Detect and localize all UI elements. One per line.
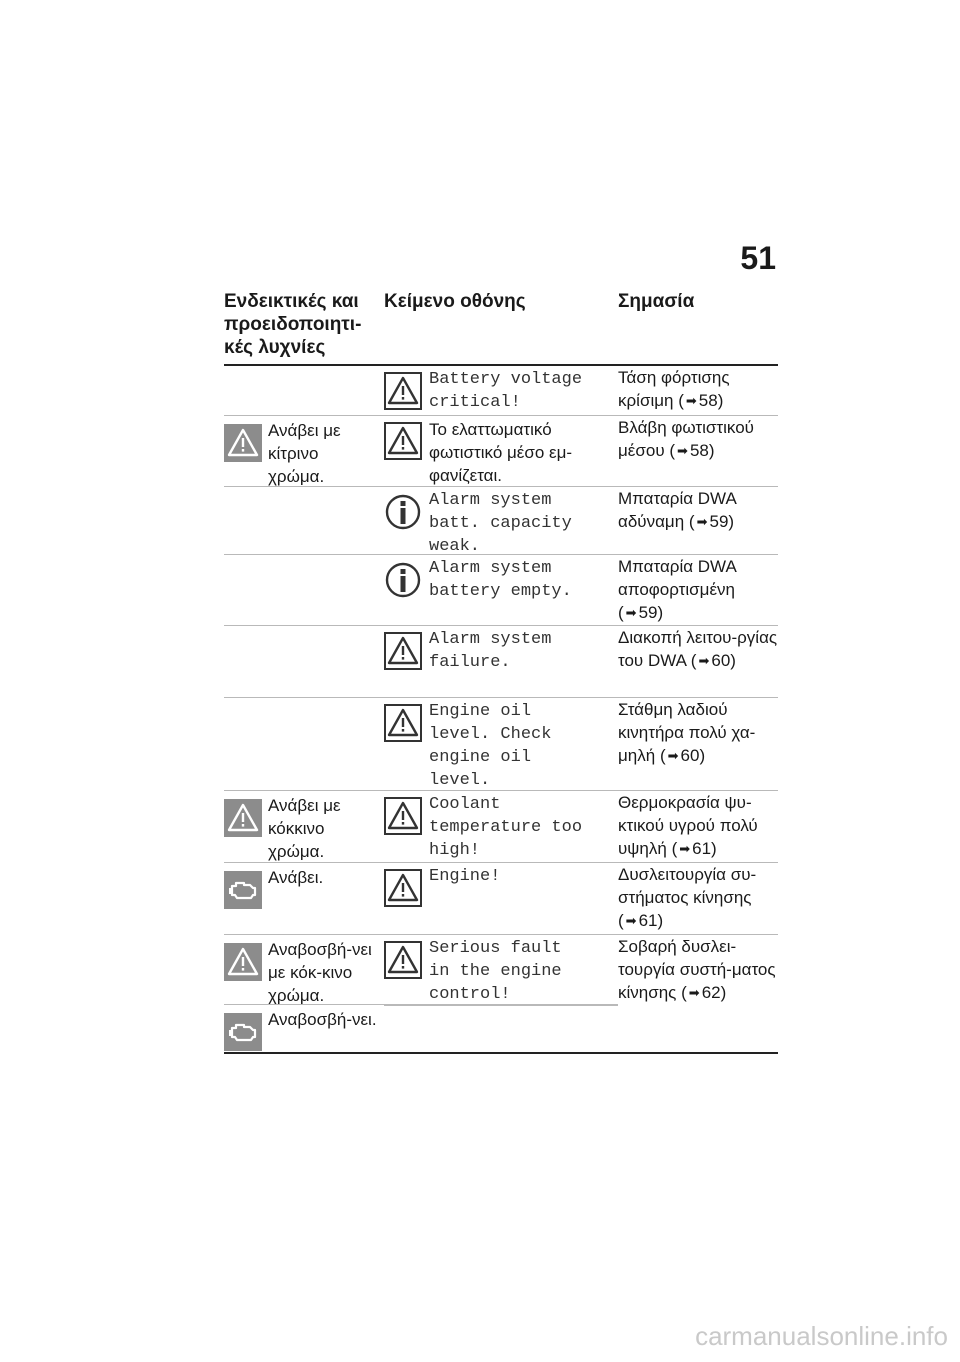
- indicator-text: Ανάβει.: [268, 868, 324, 887]
- display-text: Alarm system batt. capacity weak.: [429, 491, 572, 556]
- warning-triangle-icon: [224, 799, 262, 837]
- indicator-text: Ανάβει με κόκκινο χρώμα.: [268, 796, 341, 861]
- meaning-text: Τάση φόρτισης κρίσιμη: [618, 368, 730, 410]
- display-text: Το ελαττωματικό φωτιστικό μέσο εμ-φανίζεται.: [429, 420, 573, 485]
- display-text: Engine!: [429, 867, 501, 886]
- display-text: Engine oil level. Check engine oil level.: [429, 702, 552, 790]
- meaning-cell: [618, 366, 778, 412]
- meaning-cell: [618, 935, 778, 1004]
- meaning-cell: [618, 555, 778, 624]
- warning-triangle-icon: [224, 424, 262, 462]
- table-row: [224, 554, 778, 626]
- arrow-right-icon: ➡: [679, 841, 691, 856]
- page-reference[interactable]: ( ➡ 58): [669, 441, 715, 460]
- table-row: [224, 862, 778, 935]
- table-row: [224, 366, 778, 415]
- bottom-rule: [224, 1052, 778, 1054]
- warning-triangle-icon: [384, 372, 422, 410]
- page-reference-number: 58): [689, 441, 715, 460]
- arrow-right-icon: ➡: [698, 653, 710, 668]
- page-reference-number: 59): [638, 603, 664, 622]
- table-row: [224, 486, 778, 555]
- meaning-text: Στάθμη λαδιού κινητήρα πολύ χα-μηλή: [618, 700, 756, 765]
- meaning-text: Διακοπή λειτου-ργίας του DWA: [618, 628, 778, 670]
- meaning-text: Μπαταρία DWA αποφορτισμένη: [618, 557, 736, 599]
- warning-triangle-icon: [384, 797, 422, 835]
- info-icon: [384, 493, 422, 531]
- warning-triangle-icon: [384, 632, 422, 670]
- meaning-cell: [618, 863, 778, 932]
- arrow-right-icon: ➡: [625, 605, 637, 620]
- display-text: Alarm system failure.: [429, 630, 552, 672]
- meaning-text: Σοβαρή δυσλει-τουργία συστή-ματος κίνησης: [618, 937, 776, 1002]
- meaning-cell: [618, 626, 778, 672]
- page-reference[interactable]: ( ➡ 59): [688, 512, 735, 531]
- page-reference[interactable]: ( ➡ 60): [659, 746, 706, 765]
- warning-triangle-icon: [384, 941, 422, 979]
- table-row: [224, 790, 778, 863]
- page-reference[interactable]: ( ➡ 62): [681, 983, 727, 1002]
- page-reference-number: 58): [698, 391, 724, 410]
- engine-icon: [224, 871, 262, 909]
- page-reference[interactable]: ( ➡ 59): [618, 603, 664, 622]
- meaning-text: Μπαταρία DWA αδύναμη: [618, 489, 736, 531]
- warning-triangle-icon: [384, 704, 422, 742]
- warning-triangle-icon: [224, 943, 262, 981]
- display-text: Alarm system battery empty.: [429, 559, 572, 601]
- arrow-right-icon: ➡: [625, 913, 637, 928]
- table-row: [224, 697, 778, 791]
- meaning-cell: [618, 791, 778, 860]
- arrow-right-icon: ➡: [685, 393, 697, 408]
- arrow-right-icon: ➡: [688, 985, 700, 1000]
- info-icon: [384, 561, 422, 599]
- indicator-text: Αναβοσβή-νει με κόκ-κινο χρώμα.: [268, 940, 372, 1005]
- page-reference[interactable]: ( ➡ 60): [690, 651, 736, 670]
- page-number: 51: [740, 240, 776, 276]
- display-text: Battery voltage critical!: [429, 370, 583, 412]
- page-reference-number: 62): [701, 983, 727, 1002]
- watermark: carmanualsonline.info: [695, 1321, 948, 1351]
- meaning-text: Θερμοκρασία ψυ-κτικού υγρού πολύ υψηλή: [618, 793, 758, 858]
- indicator-text: Ανάβει με κίτρινο χρώμα.: [268, 421, 341, 486]
- page-reference[interactable]: ( ➡ 61): [618, 911, 664, 930]
- warning-triangle-icon: [384, 869, 422, 907]
- merged-cell-cover: [618, 1004, 778, 1006]
- table-row: [224, 415, 778, 487]
- page-reference-number: 60): [711, 651, 736, 670]
- meaning-cell: [618, 487, 778, 533]
- table-row: [224, 625, 778, 698]
- indicator-text: Αναβοσβή-νει.: [268, 1010, 377, 1029]
- meaning-text: Δυσλειτουργία συ-στήματος κίνησης: [618, 865, 757, 907]
- table-row: [224, 1004, 778, 1053]
- arrow-right-icon: ➡: [667, 748, 679, 763]
- header-meaning: Σημασία: [618, 291, 695, 312]
- arrow-right-icon: ➡: [677, 443, 688, 458]
- meaning-text: Βλάβη φωτιστικού μέσου: [618, 418, 754, 460]
- warning-triangle-icon: [384, 422, 422, 460]
- display-text: Coolant temperature too high!: [429, 795, 583, 860]
- meaning-cell: [618, 416, 778, 462]
- arrow-right-icon: ➡: [696, 514, 708, 529]
- engine-icon: [224, 1013, 262, 1051]
- row-divider: [384, 1004, 618, 1006]
- page-reference[interactable]: ( ➡ 61): [671, 839, 717, 858]
- page-reference-number: 61): [638, 911, 664, 930]
- table-row: [224, 934, 778, 1005]
- page-reference-number: 59): [709, 512, 735, 531]
- page-reference-number: 61): [692, 839, 717, 858]
- page-reference-number: 60): [680, 746, 706, 765]
- page-reference[interactable]: ( ➡ 58): [678, 391, 724, 410]
- meaning-cell: [618, 698, 778, 767]
- header-indicator: Ενδεικτικές και προειδοποιητι-κές λυχνίες: [224, 291, 362, 358]
- header-display-text: Κείμενο οθόνης: [384, 291, 526, 312]
- display-text: Serious fault in the engine control!: [429, 939, 562, 1004]
